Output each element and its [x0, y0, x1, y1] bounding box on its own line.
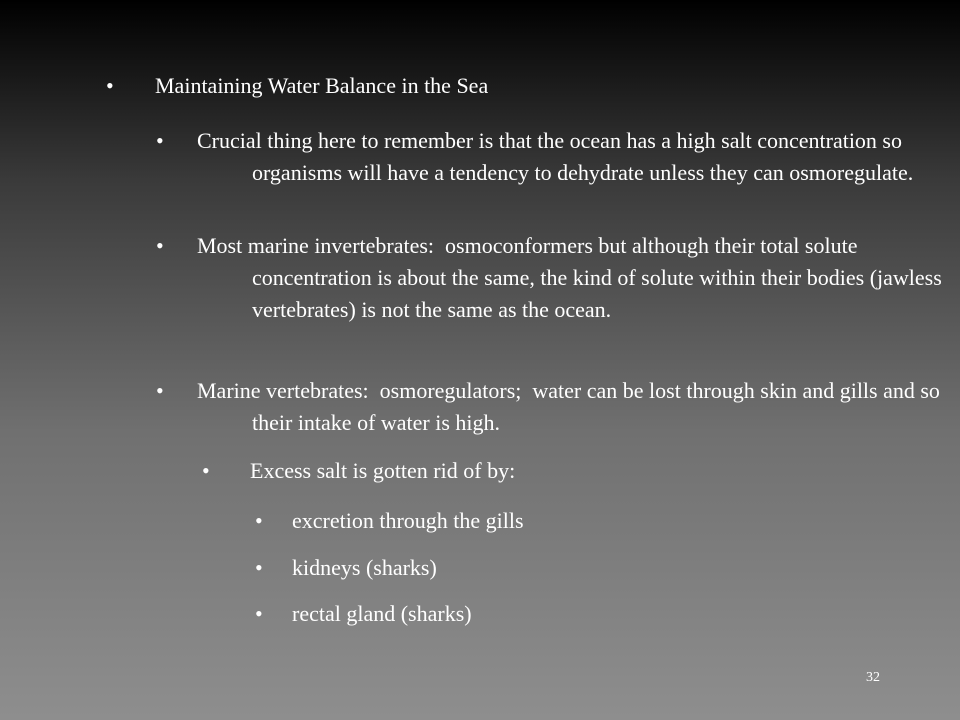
point-text: Marine vertebrates: osmoregulators; water can be lost through skin and gills and so their intake of water is high.	[197, 378, 946, 435]
bullet-icon: •	[106, 73, 114, 98]
point-text: Most marine invertebrates: osmoconformers but although their total solute concentration is about the same, the kind of solute within their bodies (jawless vertebrates) is not the same as the ocean.	[197, 233, 948, 322]
method-text: excretion through the gills	[292, 508, 524, 533]
bullet-icon: •	[156, 378, 164, 403]
bullet-icon: •	[156, 128, 164, 153]
method-text: kidneys (sharks)	[292, 555, 437, 580]
bullet-icon: •	[202, 458, 210, 483]
subpoint-text: Excess salt is gotten rid of by:	[250, 458, 516, 483]
bullet-icon: •	[156, 233, 164, 258]
bullet-icon: •	[255, 508, 263, 533]
bullet-icon: •	[255, 555, 263, 580]
slide-title: Maintaining Water Balance in the Sea	[155, 73, 489, 98]
page-number: 32	[866, 670, 880, 685]
point-text: Crucial thing here to remember is that the ocean has a high salt concentration so organisms will have a tendency to dehydrate unless they can osmoregulate.	[197, 128, 914, 185]
bullet-icon: •	[255, 601, 263, 626]
method-text: rectal gland (sharks)	[292, 601, 472, 626]
